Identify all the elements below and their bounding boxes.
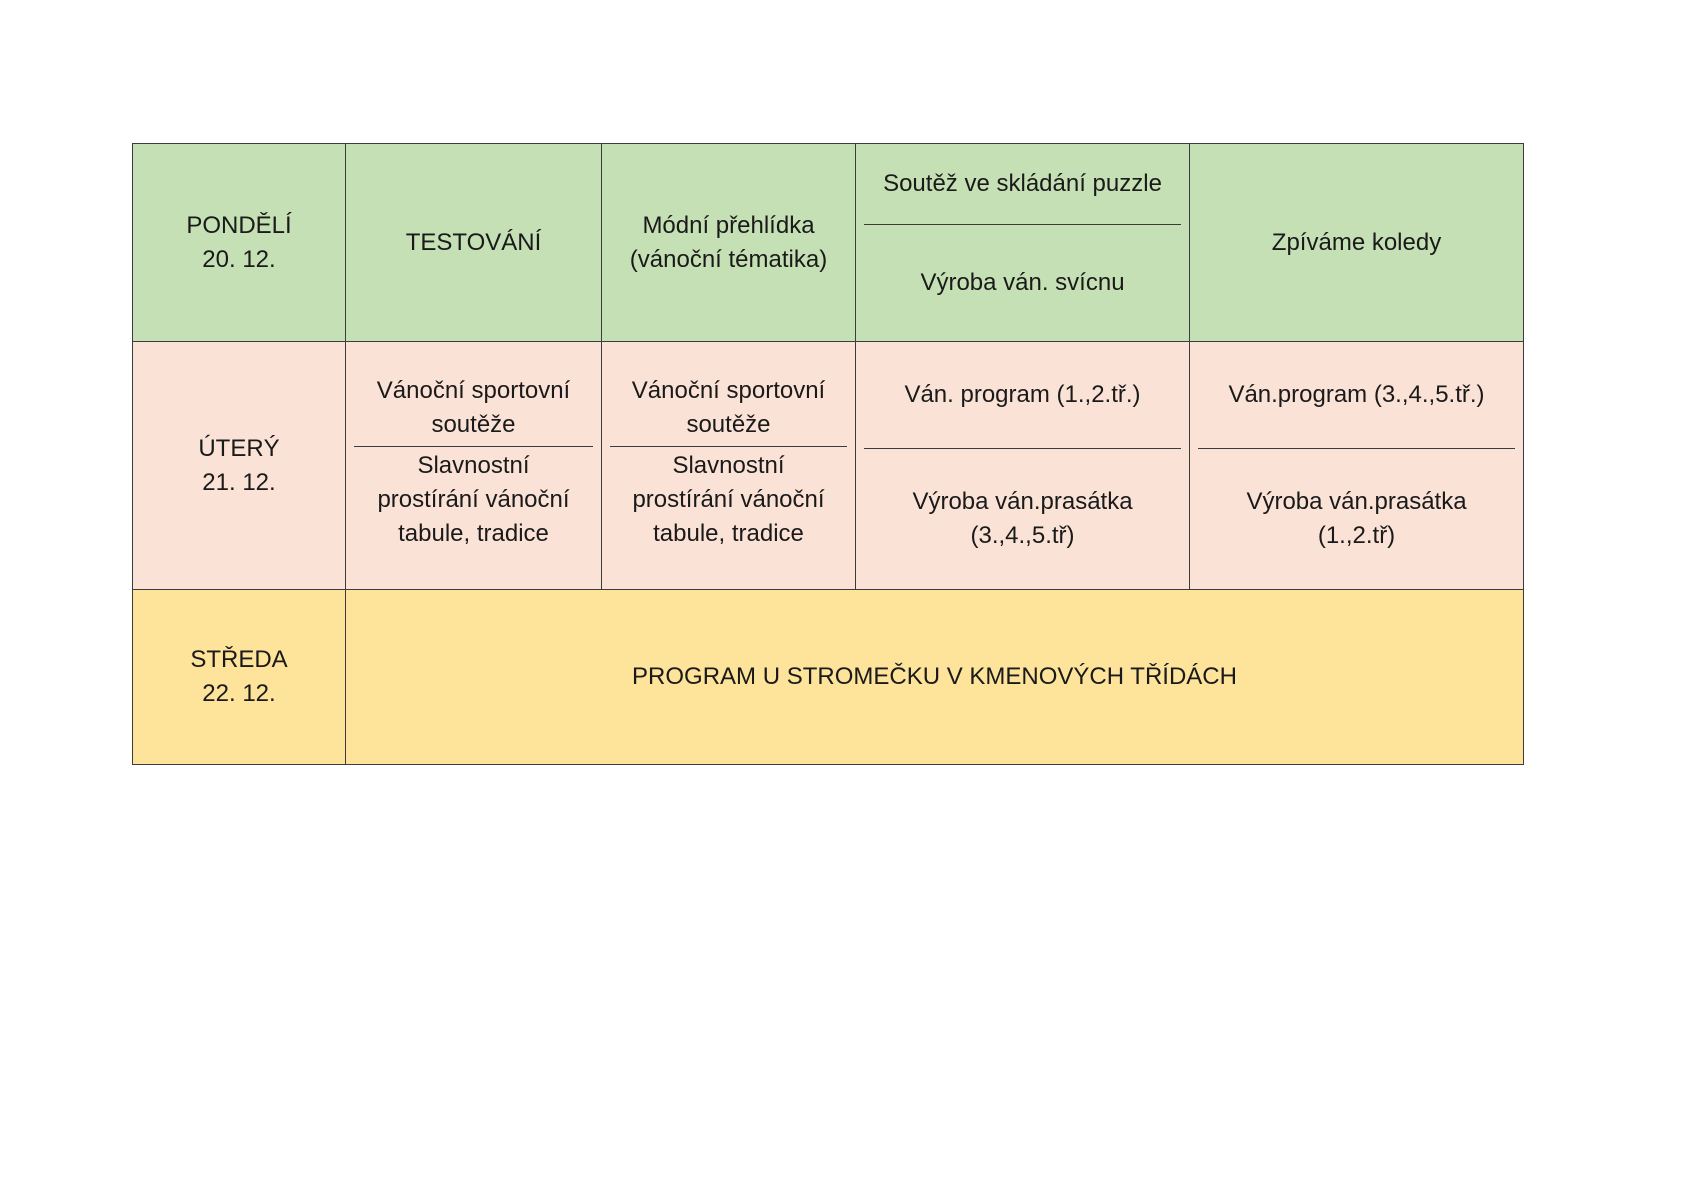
activity-cell: [602, 144, 856, 342]
activity-text-line: Slavnostní: [672, 452, 785, 479]
table-row-wednesday: [133, 590, 1524, 765]
activity-text-line: prostírání vánoční: [377, 486, 570, 513]
activity-text-line: tabule, tradice: [398, 520, 549, 547]
day-cell-tuesday: [133, 342, 346, 590]
activity-text-line: (3.,4.,5.tř): [970, 522, 1075, 549]
activity-text-line: Vánoční sportovní: [376, 377, 571, 404]
activity-text-line: (vánoční tématika): [629, 245, 828, 273]
activity-cell: [1190, 144, 1524, 342]
activity-text: Výroba ván. svícnu: [920, 269, 1125, 296]
activity-text-line: prostírání vánoční: [632, 486, 825, 513]
day-name: STŘEDA: [190, 646, 288, 673]
activity-text-line: Módní přehlídka: [642, 211, 815, 239]
program-text: PROGRAM U STROMEČKU V KMENOVÝCH TŘÍDÁCH: [632, 663, 1237, 690]
table-row-monday: [133, 144, 1524, 342]
day-name: PONDĚLÍ: [186, 211, 292, 239]
activity-text-line: Výroba ván.prasátka: [1246, 488, 1467, 515]
activity-text: Ván.program (3.,4.,5.tř.): [1228, 381, 1485, 408]
activity-text: Ván. program (1.,2.tř.): [904, 381, 1141, 408]
day-date: 22. 12.: [202, 680, 276, 707]
activity-text: Zpíváme koledy: [1271, 228, 1442, 256]
activity-text-line: Výroba ván.prasátka: [912, 488, 1133, 515]
activity-text-line: soutěže: [431, 411, 516, 438]
activity-text-line: (1.,2.tř): [1317, 522, 1396, 549]
program-cell: [346, 590, 1524, 765]
activity-cell-split: [346, 342, 602, 590]
day-cell-monday: [133, 144, 346, 342]
activity-text-line: Slavnostní: [417, 452, 530, 479]
christmas-schedule-table: [132, 143, 1524, 765]
activity-cell-split: [856, 144, 1190, 342]
activity-text-line: tabule, tradice: [653, 520, 804, 547]
activity-cell-split: [602, 342, 856, 590]
day-date: 21. 12.: [202, 468, 276, 496]
activity-cell-split: [856, 342, 1190, 590]
day-name: ÚTERÝ: [198, 434, 280, 462]
day-date: 20. 12.: [202, 245, 276, 273]
activity-text: TESTOVÁNÍ: [405, 228, 542, 256]
day-cell-wednesday: [133, 590, 346, 765]
activity-text-line: Vánoční sportovní: [631, 377, 826, 404]
activity-cell: [346, 144, 602, 342]
activity-cell-split: [1190, 342, 1524, 590]
table-row-tuesday: [133, 342, 1524, 590]
activity-text-line: soutěže: [686, 411, 771, 438]
activity-text: Soutěž ve skládání puzzle: [883, 170, 1162, 197]
